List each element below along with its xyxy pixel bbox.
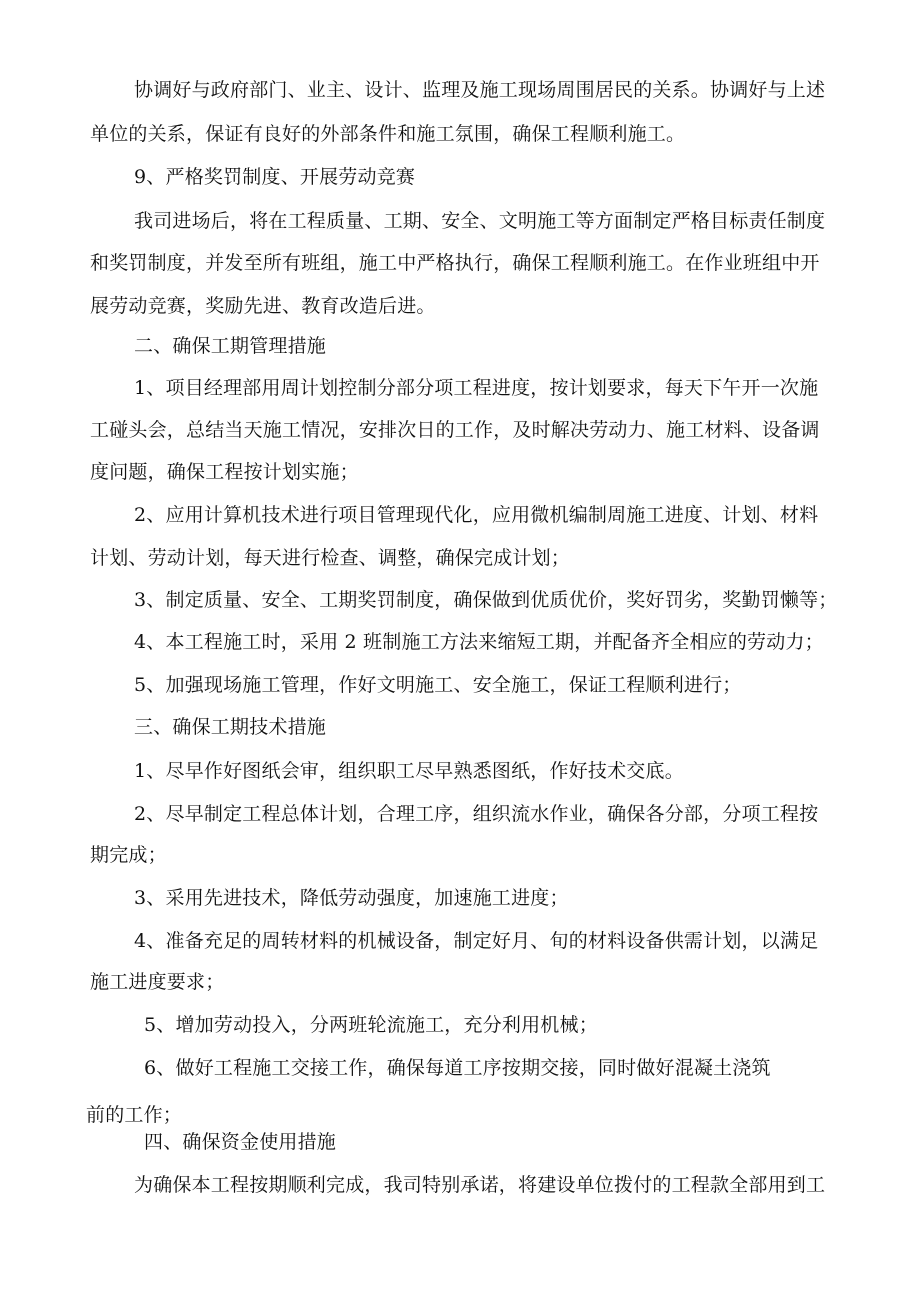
paragraph-line: 度问题，确保工程按计划实施； (90, 461, 359, 483)
paragraph-line: 和奖罚制度，并发至所有班组，施工中严格执行，确保工程顺利施工。在作业班组中开 (90, 252, 820, 274)
paragraph-line: 3、制定质量、安全、工期奖罚制度，确保做到优质优价，奖好罚劣，奖勤罚懒等； (134, 589, 838, 611)
paragraph-line: 3、采用先进技术，降低劳动强度，加速施工进度； (134, 887, 569, 909)
paragraph-line: 1、尽早作好图纸会审，组织职工尽早熟悉图纸，作好技术交底。 (134, 760, 684, 782)
paragraph-line: 5、加强现场施工管理，作好文明施工、安全施工，保证工程顺利进行； (134, 674, 742, 696)
section-heading: 9、严格奖罚制度、开展劳动竞赛 (134, 166, 416, 188)
paragraph-line: 4、本工程施工时，采用 2 班制施工方法来缩短工期，并配备齐全相应的劳动力； (134, 631, 824, 653)
paragraph-line: 1、项目经理部用周计划控制分部分项工程进度，按计划要求，每天下午开一次施 (134, 377, 819, 399)
paragraph-line: 期完成； (90, 844, 167, 866)
paragraph-line: 2、应用计算机技术进行项目管理现代化，应用微机编制周施工进度、计划、材料 (134, 504, 819, 526)
paragraph-line: 施工进度要求； (90, 971, 225, 993)
section-heading: 二、确保工期管理措施 (134, 335, 327, 357)
paragraph-line: 6、做好工程施工交接工作，确保每道工序按期交接，同时做好混凝土浇筑 (144, 1057, 771, 1079)
paragraph-line: 展劳动竞赛，奖励先进、教育改造后进。 (90, 295, 436, 317)
paragraph-line: 2、尽早制定工程总体计划，合理工序，组织流水作业，确保各分部，分项工程按 (134, 803, 819, 825)
paragraph-line: 5、增加劳动投入，分两班轮流施工，充分利用机械； (144, 1014, 598, 1036)
paragraph-line: 前的工作； (86, 1104, 183, 1126)
section-heading: 三、确保工期技术措施 (134, 716, 327, 738)
paragraph-line: 计划、劳动计划，每天进行检查、调整，确保完成计划； (90, 547, 571, 569)
paragraph-line: 工碰头会，总结当天施工情况，安排次日的工作，及时解决劳动力、施工材料、设备调 (90, 419, 820, 441)
paragraph-line: 单位的关系，保证有良好的外部条件和施工氛围，确保工程顺利施工。 (90, 123, 686, 145)
section-heading: 四、确保资金使用措施 (144, 1131, 337, 1153)
paragraph-line: 为确保本工程按期顺利完成，我司特别承诺，将建设单位拨付的工程款全部用到工 (134, 1174, 826, 1196)
paragraph-line: 4、准备充足的周转材料的机械设备，制定好月、旬的材料设备供需计划，以满足 (134, 930, 819, 952)
paragraph-line: 我司进场后，将在工程质量、工期、安全、文明施工等方面制定严格目标责任制度 (134, 210, 826, 232)
paragraph-line: 协调好与政府部门、业主、设计、监理及施工现场周围居民的关系。协调好与上述 (134, 79, 826, 101)
